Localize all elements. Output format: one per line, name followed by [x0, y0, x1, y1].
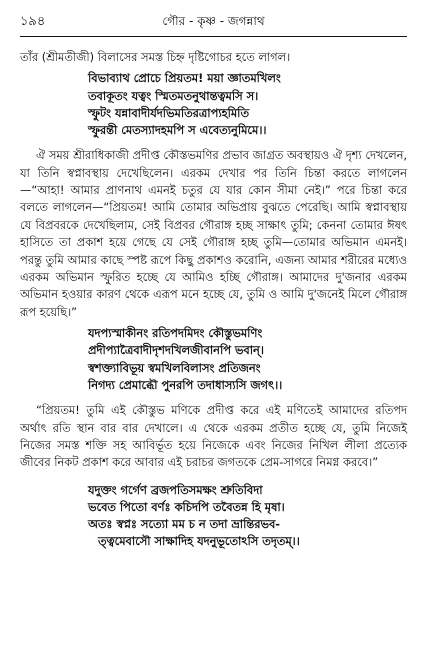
verse-line: স্বশক্ত্যাবিভূয় স্বমখিলবিলাসং প্রতিজনং — [88, 360, 261, 375]
verse-line: যদুক্তং গর্গেণ ব্রজপতিসমক্ষং শ্রুতিবিদা — [88, 482, 263, 497]
sanskrit-verse-1 — [88, 70, 407, 139]
verse-line: বিভাব্যাথ প্রোচে প্রিয়তম! ময়া জ্ঞাতমখিলং — [88, 71, 281, 86]
verse-line: তবাকূতং যত্বং স্মিতমতনুথান্তত্বমসি স। — [88, 88, 259, 103]
verse-line: অতঃ স্বপ্নঃ সত্যো মম চ ন তদা ভ্রান্তিরভব- — [88, 517, 281, 532]
verse-line: নিগদ্য প্রেমাব্ধৌ পুনরপি তদাধাস্যসি জগৎ।। — [88, 377, 283, 392]
explanation-paragraph-1: ঐ সময় শ্রীরাধিকাজী প্রদীপ্ত কৌস্তভমণির প্রভাব জাগ্রত অবস্থায়ও ঐ দৃশ্য দেখলেন, যা তিনি স্বপ্নাবস্থায় দেখেছিলেন। এরকম দেখার পর তিনি চিন্তা করতে লাগলেন—“আহা! আমার প্রাণনাথ এমনই চতুর যে যার কোন সীমা নেই।” পরে চিন্তা করে বলতে লাগলেন—“প্রিয়তম! আমি তোমার অভিপ্রায় বুঝতে পেরেছি। আমি স্বপ্নাবস্থায় যে বিপ্রবরকে দেখেছিলাম, সেই বিপ্রবর গৌরাঙ্গ হচ্ছ সাক্ষাৎ তুমি; কেননা তোমার ঈষৎ হাসিতে তা প্রকাশ হয়ে গেছে যে সেই গৌরাঙ্গ হচ্ছ তুমি—তোমার অভিমান এমনই। পরন্তু তুমি আমার কাছে স্পষ্ট রূপে কিছু প্রকাশও করোনি, এজন্য আমার শরীরের মধ্যেও এরকম অভিমান স্ফুরিত হচ্ছে যে আমিও হচ্ছি গৌরাঙ্গ। আমাদের দু'জনার এরকম অভিমান হওয়ার কারণ থেকে এরূপ মনে হচ্ছে যে, তুমি ও আমি দু'জনেই মিলে গৌরাঙ্গ রূপ হয়েছি।” — [20, 148, 407, 319]
verse-line: স্ফুটং যন্নাবাদীর্যদভিমতিরত্রাপ্যহমিতি — [88, 105, 249, 120]
verse-line: প্রদীপ্যাত্রৈবাদীদৃশদখিলজীবানপি ভবান্। — [88, 343, 264, 358]
page-header — [20, 0, 407, 37]
running-title: গৌর - কৃষ্ণ - জগন্নাথ — [162, 14, 265, 28]
verse-line: স্ফুরন্তী মেতস্যাদহমপি স এবেত্যনুমিমে।। — [88, 123, 267, 138]
sanskrit-verse-3 — [88, 482, 407, 551]
explanation-paragraph-2: “প্রিয়তম! তুমি এই কৌস্তুভ মণিকে প্রদীপ্ত করে এই মণিতেই আমাদের রতিপদ অর্থাৎ রতি স্থান বার বার দেখালে। এ থেকে এরকম প্রতীত হচ্ছে যে, তুমি নিজেই নিজের সমস্ত শক্তি সহ আবির্ভূত হয়ে নিজেকে এবং নিজের নিখিল লীলা প্রত্যেক জীবের নিকট প্রকাশ করে আবার এই চরাচর জগতকে প্রেম-সাগরে নিমগ্ন করবে।” — [20, 403, 407, 470]
sanskrit-verse-2 — [88, 325, 407, 394]
page-number: ১৯৪ — [20, 14, 46, 29]
intro-paragraph: তাঁর (শ্রীমতীজী) বিলাসের সমস্ত চিহ্ন দৃষ্টিগোচর হতে লাগল। — [20, 50, 291, 64]
verse-line: যদপ্যস্মাকীনং রতিপদমিদং কৌস্তুভমণিং — [88, 326, 263, 341]
verse-line: ভবেত পিতো বর্ণঃ কচিদপি তবৈতন্ন হি মৃষা। — [88, 499, 285, 514]
verse-line: ত্ত্বমেবাসৌ সাক্ষাদিহ যদনুভূতোঽসি তদৃতম্।। — [98, 534, 300, 549]
